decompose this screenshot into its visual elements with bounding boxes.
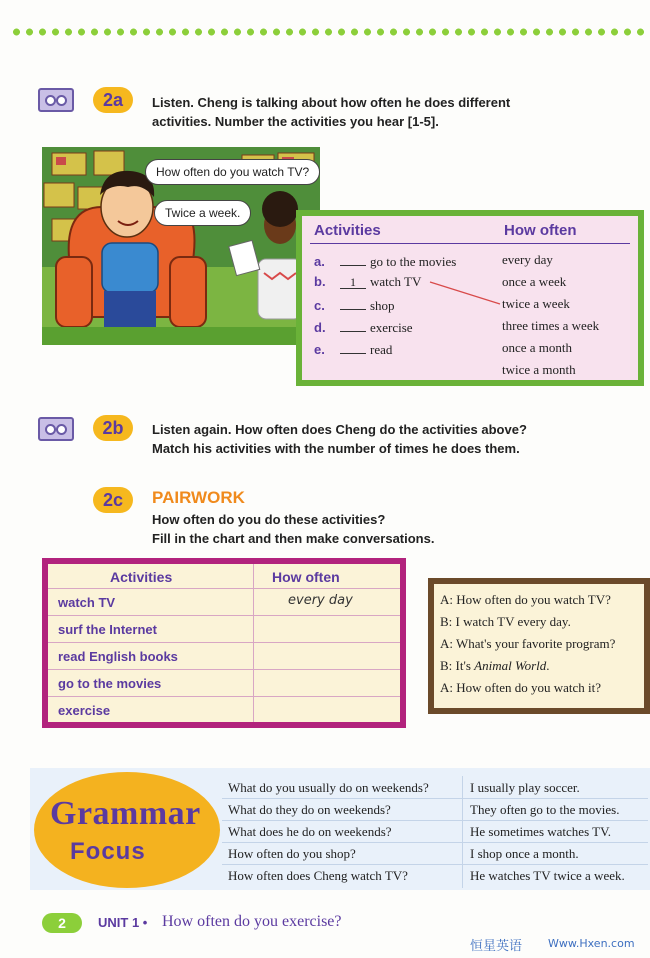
speech-bubble-question: How often do you watch TV? — [145, 159, 320, 185]
grammar-answer: They often go to the movies. — [470, 802, 620, 817]
grammar-title: Grammar — [50, 795, 201, 832]
conversation-line: B: It's Animal World. — [440, 658, 550, 673]
grammar-answer: I shop once a month. — [470, 846, 579, 861]
badge-2c: 2c — [93, 487, 133, 513]
match-line — [302, 216, 638, 380]
table-row: watch TV every day — [48, 588, 400, 616]
col-activities-header: Activities — [314, 222, 381, 239]
col-how-often-header: How often — [272, 569, 340, 585]
table-row: surf the Internet — [48, 615, 400, 643]
grammar-answer: I usually play soccer. — [470, 780, 580, 795]
table-row: c. shop — [314, 298, 395, 313]
table-row: go to the movies — [48, 669, 400, 697]
frequency-option: twice a week — [502, 296, 570, 311]
grammar-question: What do they do on weekends? — [228, 802, 391, 817]
badge-2a: 2a — [93, 87, 133, 113]
unit-title: How often do you exercise? — [162, 913, 342, 930]
grammar-question: What does he do on weekends? — [228, 824, 392, 839]
grammar-row-divider — [222, 798, 648, 799]
conversation-line: A: What's your favorite program? — [440, 636, 616, 651]
grammar-row-divider — [222, 820, 648, 821]
table-row: read English books — [48, 642, 400, 670]
focus-title: Focus — [70, 838, 146, 865]
grammar-answer: He sometimes watches TV. — [470, 824, 612, 839]
watermark-chinese: 恒星英语 — [470, 939, 523, 954]
conversation-line: A: How often do you watch TV? — [440, 592, 611, 607]
frequency-option: once a week — [502, 274, 567, 289]
table-row: a. go to the movies — [314, 254, 457, 269]
table-row: d. exercise — [314, 320, 413, 335]
answer-cell[interactable]: every day — [288, 593, 353, 608]
grammar-row-divider — [222, 864, 648, 865]
frequency-option: every day — [502, 252, 553, 267]
speech-bubble-answer: Twice a week. — [154, 200, 251, 226]
table-row: exercise — [48, 696, 400, 724]
grammar-question: What do you usually do on weekends? — [228, 780, 429, 795]
grammar-question: How often does Cheng watch TV? — [228, 868, 408, 883]
conversation-line: B: I watch TV every day. — [440, 614, 571, 629]
instruction-2b: Listen again. How often does Cheng do the activities above? Match his activities with the number of times he does them. — [152, 422, 527, 456]
col-how-often-header: How often — [504, 222, 577, 239]
page-number: 2 — [42, 913, 82, 933]
unit-label: UNIT 1 • — [98, 915, 148, 930]
grammar-row-divider — [222, 842, 648, 843]
col-activities-header: Activities — [110, 569, 173, 585]
answer-blank[interactable]: 1 — [340, 275, 366, 289]
illustration-tv-interview — [42, 147, 320, 345]
instruction-2a: Listen. Cheng is talking about how often he does different activities. Number the activities you hear [1-5]. — [152, 95, 511, 129]
pairwork-title: PAIRWORK — [152, 488, 245, 507]
table-row: b. 1 watch TV — [314, 274, 422, 289]
frequency-option: once a month — [502, 340, 573, 355]
cassette-icon — [38, 88, 74, 112]
table-row: e. read — [314, 342, 393, 357]
badge-2b: 2b — [93, 415, 133, 441]
activities-table-2a — [296, 210, 644, 386]
grammar-question: How often do you shop? — [228, 846, 356, 861]
conversation-line: A: How often do you watch it? — [440, 680, 602, 695]
watermark-url: Www.Hxen.com — [548, 937, 635, 950]
pairwork-chart — [42, 558, 406, 728]
frequency-option: three times a week — [502, 318, 600, 333]
instruction-2c: How often do you do these activities? Fill in the chart and then make conversations. — [152, 512, 435, 546]
cassette-icon — [38, 417, 74, 441]
frequency-option: twice a month — [502, 362, 576, 377]
conversation-box — [428, 578, 650, 714]
decorative-dot-border — [10, 26, 645, 38]
grammar-column-divider — [462, 776, 463, 888]
grammar-answer: He watches TV twice a week. — [470, 868, 625, 883]
